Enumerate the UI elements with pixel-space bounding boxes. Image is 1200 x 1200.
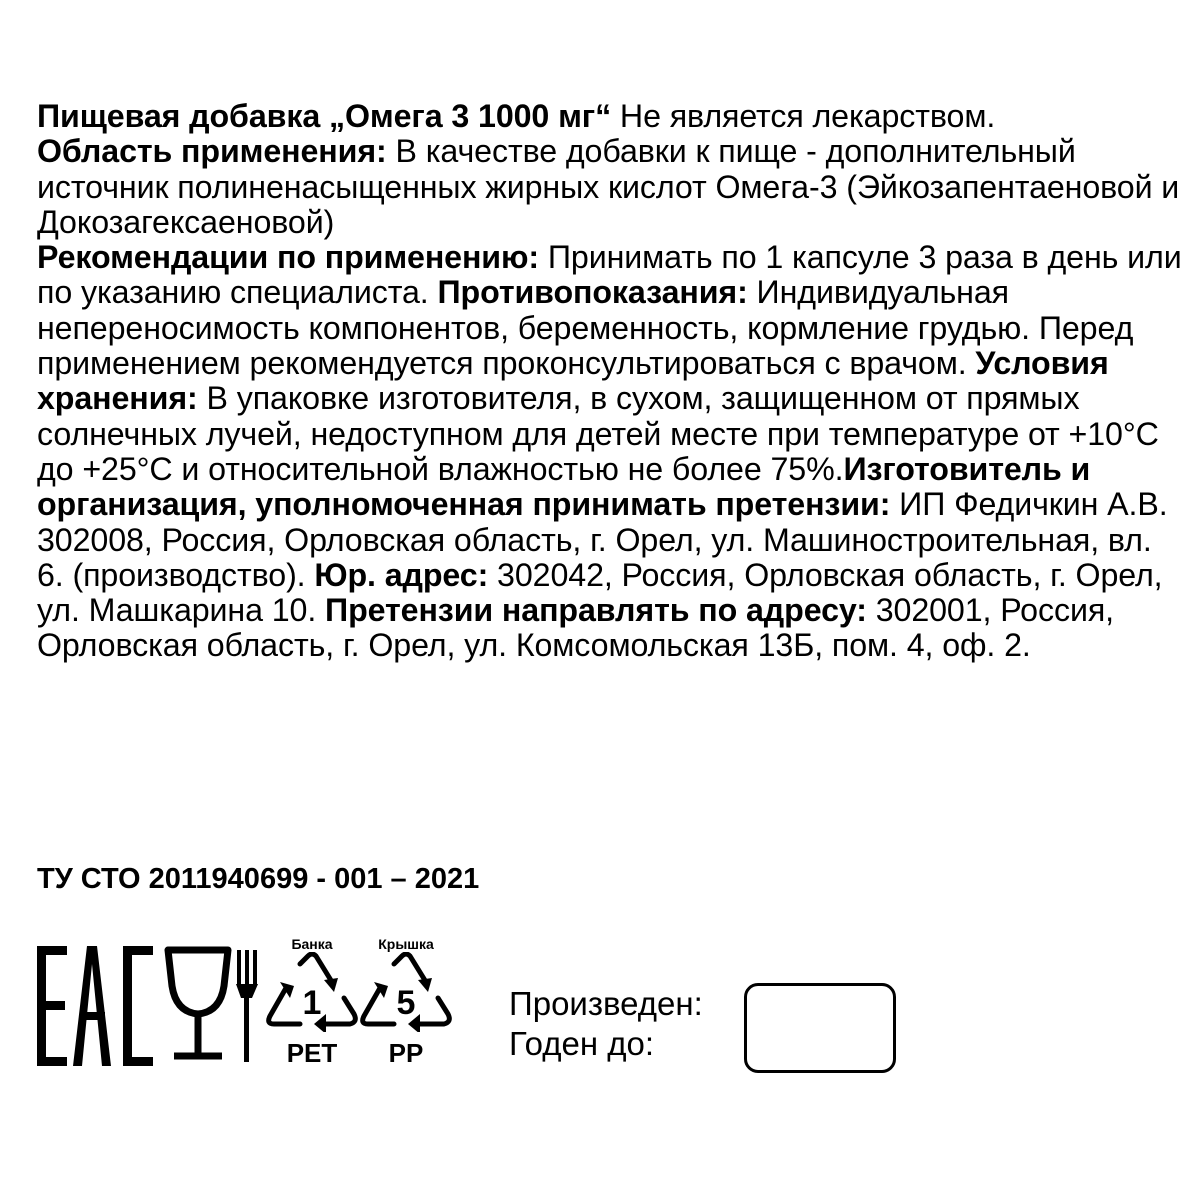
contraindications-text: Индивидуальная непереносимость компонентов, беременность, кормление грудью. Перед применением рекомендуется проконсультироваться с врачом. xyxy=(37,274,1134,382)
storage-text: В упаковке изготовителя, в сухом, защищенном от прямых солнечных лучей, недоступном для детей месте при температуре от +10°С до +25°С и относительной влажностью не более 75%. xyxy=(37,380,1159,487)
claims-text: 302001, Россия, Орловская область, г. Орел, ул. Комсомольская 13Б, пом. 4, оф. 2. xyxy=(37,592,1115,664)
label-description xyxy=(37,99,1187,664)
date-stamp-box xyxy=(744,983,896,1073)
glass-fork-icon xyxy=(164,946,264,1066)
legal-address-text: 302042, Россия, Орловская область, г. Орел, ул. Машкарина 10. xyxy=(37,556,1163,629)
produced-label: Произведен: xyxy=(509,985,703,1022)
recycling-pet-caption: Банка xyxy=(291,936,333,952)
claims-heading: Претензии направлять по адресу: xyxy=(325,592,867,629)
recommendations-text: Принимать по 1 капсуле 3 раза в день или по указанию специалиста. xyxy=(37,239,1182,311)
recommendations-heading: Рекомендации по применению: xyxy=(37,239,540,276)
storage-heading: Условия хранения: xyxy=(37,345,1109,417)
expires-label: Годен до: xyxy=(509,1025,655,1062)
manufacturer-heading: Изготовитель и организация, уполномоченная принимать претензии: xyxy=(37,450,1091,523)
recycling-pet-number: 1 xyxy=(302,984,322,1022)
recycling-pp-caption: Крышка xyxy=(378,936,434,952)
eac-icon xyxy=(37,946,157,1066)
usage-area-heading: Область применения: xyxy=(37,133,387,170)
recycling-pet-material: PET xyxy=(286,1038,338,1068)
contraindications-heading: Противопоказания: xyxy=(437,274,748,311)
manufacturer-text: ИП Федичкин А.В. 302008, Россия, Орловская область, г. Орел, ул. Машиностроительная, вл. 6. (производство). xyxy=(37,486,1168,593)
recycling-pet-mark xyxy=(262,936,362,1070)
recycling-pp-mark xyxy=(356,936,456,1070)
usage-area-text: В качестве добавки к пище - дополнительный источник полиненасыщенных жирных кислот Омега-3 (Эйкозапентаеновой и Докозагексаеновой) xyxy=(37,133,1180,240)
standard-code: ТУ СТО 2011940699 - 001 – 2021 xyxy=(37,863,480,895)
recycling-pp-material: PP xyxy=(388,1038,424,1068)
dates-block xyxy=(509,984,703,1064)
product-note: Не является лекарством. xyxy=(611,98,996,134)
recycling-pp-number: 5 xyxy=(396,984,416,1022)
product-title: Пищевая добавка „Омега 3 1000 мг“ xyxy=(37,98,612,134)
legal-address-heading: Юр. адрес: xyxy=(314,556,489,593)
